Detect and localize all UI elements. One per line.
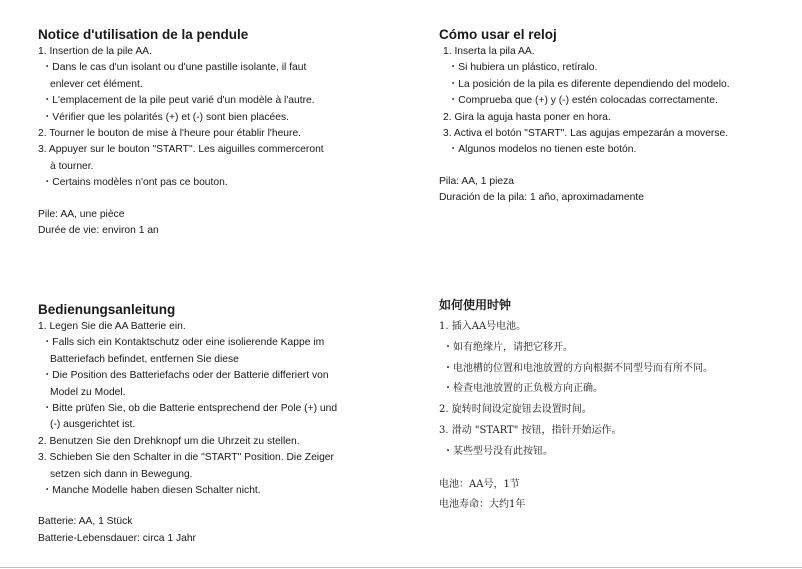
battery-life: Durée de vie: environ 1 an — [38, 225, 159, 237]
step-line: 1. Insertion de la pile AA. — [38, 46, 152, 57]
battery-info: Pile: AA, une pièce — [38, 208, 125, 220]
note-continuation: (-) ausgerichtet ist. — [50, 419, 136, 431]
note-continuation: enlever cet élément. — [50, 78, 143, 90]
german-steps — [38, 319, 398, 547]
note-line: ・Comprueba que (+) y (-) estén colocadas correctamente. — [448, 95, 718, 107]
battery-info: Pila: AA, 1 pieza — [439, 175, 514, 187]
spanish-title: Cómo usar el reloj — [439, 27, 557, 42]
german-instructions — [38, 301, 398, 547]
note-line: ・La posición de la pila es diferente dependiendo del modelo. — [448, 78, 730, 90]
step-line: 2. Tourner le bouton de mise à l'heure pour établir l'heure. — [38, 128, 302, 140]
chinese-title: 如何使用时钟 — [439, 298, 512, 312]
spanish-steps — [439, 44, 799, 207]
note-line: ・Vérifier que les polarités (+) et (-) sont bien placées. — [42, 111, 289, 123]
note-line: ・Die Position des Batteriefachs oder der Batterie differiert von — [42, 370, 329, 382]
note-line: ・电池槽的位置和电池放置的方向根据不同型号而有所不同。 — [443, 362, 713, 374]
battery-life: 电池寿命：大约1年 — [439, 498, 526, 510]
note-line: ・Manche Modelle haben diesen Schalter nicht. — [42, 485, 261, 497]
note-line: ・Certains modèles n'ont pas ce bouton. — [42, 177, 228, 189]
battery-info: Batterie: AA, 1 Stück — [38, 516, 133, 528]
note-line: ・Si hubiera un plástico, retíralo. — [448, 62, 598, 74]
french-title: Notice d'utilisation de la pendule — [38, 27, 249, 42]
chinese-steps — [439, 317, 799, 515]
step-continuation: setzen sich dann in Bewegung. — [50, 468, 193, 480]
note-line: ・Dans le cas d'un isolant ou d'une pastille isolante, il faut — [42, 62, 307, 74]
note-continuation: Model zu Model. — [50, 386, 126, 398]
step-line: 2. 旋转时间设定旋钮去设置时间。 — [439, 404, 592, 416]
battery-life: Duración de la pila: 1 año, aproximadamente — [439, 192, 644, 204]
step-line: 1. Legen Sie die AA Batterie ein. — [38, 321, 186, 332]
step-continuation: à tourner. — [50, 160, 94, 172]
battery-life: Batterie-Lebensdauer: circa 1 Jahr — [38, 532, 196, 544]
note-line: ・L'emplacement de la pile peut varié d'un modèle à l'autre. — [42, 95, 315, 107]
step-line: 3. Appuyer sur le bouton "START". Les aiguilles commerceront — [38, 144, 324, 156]
step-line: 3. Activa el botón "START". Las agujas empezarán a moverse. — [443, 128, 729, 140]
step-line: 2. Benutzen Sie den Drehknopf um die Uhrzeit zu stellen. — [38, 435, 300, 447]
step-line: 3. 滑动 "START" 按钮，指针开始运作。 — [439, 424, 622, 436]
note-line: ・Algunos modelos no tienen este botón. — [448, 144, 637, 156]
french-steps — [38, 44, 398, 239]
battery-info: 电池：AA号，1节 — [439, 478, 520, 490]
step-line: 3. Schieben Sie den Schalter in die "START" Position. Die Zeiger — [38, 452, 334, 464]
step-line: 2. Gira la aguja hasta poner en hora. — [443, 111, 611, 123]
note-line: ・如有绝缘片，请把它移开。 — [443, 341, 573, 353]
german-title: Bedienungsanleitung — [38, 302, 176, 317]
note-line: ・某些型号没有此按钮。 — [443, 445, 553, 457]
french-instructions — [38, 26, 398, 239]
note-continuation: Batteriefach befindet, entfernen Sie diese — [50, 353, 239, 365]
step-line: 1. 插入AA号电池。 — [439, 321, 527, 332]
spanish-instructions — [439, 26, 799, 207]
bottom-divider — [0, 567, 802, 568]
note-line: ・检查电池放置的正负极方向正确。 — [443, 383, 603, 395]
chinese-instructions — [439, 297, 799, 515]
step-line: 1. Inserta la pila AA. — [443, 46, 535, 57]
note-line: ・Bitte prüfen Sie, ob die Batterie entsprechend der Pole (+) und — [42, 403, 338, 415]
note-line: ・Falls sich ein Kontaktschutz oder eine isolierende Kappe im — [42, 337, 325, 349]
